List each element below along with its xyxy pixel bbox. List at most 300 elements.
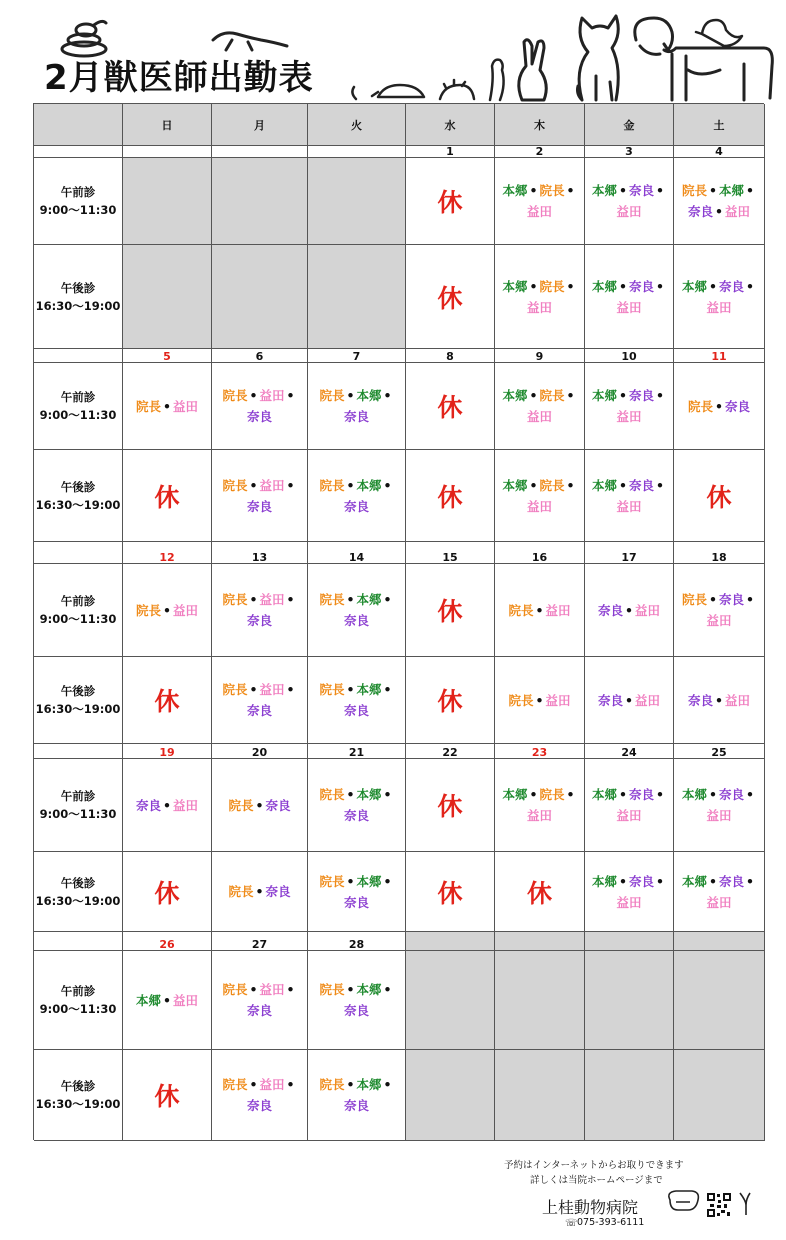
doctor-names xyxy=(508,690,570,711)
empty-day-cell xyxy=(123,158,212,245)
doctor-list xyxy=(585,564,674,657)
doctor-name: 院長 xyxy=(319,477,345,493)
separator-dot: • xyxy=(535,602,544,618)
doctor-names xyxy=(591,784,667,826)
separator-dot: • xyxy=(566,278,575,294)
weekday-header: 土 xyxy=(674,104,765,146)
separator-dot: • xyxy=(383,682,392,697)
separator-dot: • xyxy=(163,797,171,813)
doctor-name: 益田 xyxy=(259,682,285,697)
doctor-names xyxy=(228,795,290,816)
doctor-names xyxy=(680,180,758,222)
doctor-name: 益田 xyxy=(526,808,552,823)
separator-dot: • xyxy=(286,682,295,697)
empty-day-cell xyxy=(406,951,495,1050)
doctor-list xyxy=(585,657,674,744)
doctor-name: 益田 xyxy=(616,894,642,910)
doctor-names xyxy=(218,979,301,1021)
separator-dot: • xyxy=(566,388,575,403)
closed-mark: 休 xyxy=(406,363,495,450)
separator-dot: • xyxy=(619,388,627,403)
doctor-names xyxy=(598,600,660,621)
day-number: 9 xyxy=(495,349,585,363)
separator-dot: • xyxy=(656,787,665,802)
doctor-names xyxy=(591,475,667,517)
doctor-name: 益田 xyxy=(616,204,642,219)
day-number: 3 xyxy=(585,146,674,158)
doctor-list xyxy=(212,657,308,744)
doctor-name: 本郷 xyxy=(591,183,617,198)
weekday-header: 日 xyxy=(123,104,212,146)
doctor-names xyxy=(314,1074,399,1116)
empty-day-cell xyxy=(495,1050,585,1141)
doctor-name: 本郷 xyxy=(502,183,528,198)
doctor-name: 奈良 xyxy=(725,398,751,414)
separator-dot: • xyxy=(535,692,544,708)
weekday-header: 月 xyxy=(212,104,308,146)
doctor-name: 奈良 xyxy=(246,1098,272,1113)
doctor-name: 院長 xyxy=(222,477,248,493)
session-time: 9:00〜11:30 xyxy=(39,1002,117,1016)
doctor-list xyxy=(495,450,585,542)
separator-dot: • xyxy=(529,477,538,493)
day-number: 16 xyxy=(495,542,585,564)
session-time: 9:00〜11:30 xyxy=(39,203,117,217)
day-number xyxy=(406,932,495,951)
qr-code-icon[interactable] xyxy=(706,1192,732,1218)
closed-mark: 休 xyxy=(123,1050,212,1141)
doctor-name: 奈良 xyxy=(265,884,291,899)
separator-dot: • xyxy=(566,477,575,493)
day-number xyxy=(585,932,674,951)
doctor-list xyxy=(308,450,406,542)
doctor-list xyxy=(585,245,674,349)
doctor-name: 院長 xyxy=(319,682,345,697)
snake-illustration xyxy=(62,21,106,56)
separator-dot: • xyxy=(529,183,538,198)
empty-day-cell xyxy=(495,951,585,1050)
session-name: 午後診 xyxy=(60,1079,96,1093)
separator-dot: • xyxy=(163,992,171,1008)
doctor-names xyxy=(218,589,301,631)
doctor-name: 益田 xyxy=(173,992,199,1008)
tail-icon xyxy=(738,1191,752,1215)
bird-illustration xyxy=(696,20,742,46)
doctor-name: 院長 xyxy=(135,398,161,414)
doctor-name: 院長 xyxy=(539,278,565,294)
day-number: 17 xyxy=(585,542,674,564)
day-number xyxy=(495,932,585,951)
doctor-name: 奈良 xyxy=(343,703,369,718)
day-number: 14 xyxy=(308,542,406,564)
doctor-list xyxy=(123,951,212,1050)
doctor-name: 本郷 xyxy=(591,873,617,889)
doctor-list xyxy=(308,852,406,932)
day-number: 23 xyxy=(495,744,585,759)
separator-dot: • xyxy=(746,278,755,294)
doctor-name: 奈良 xyxy=(343,808,369,823)
separator-dot: • xyxy=(383,1077,392,1092)
day-number: 6 xyxy=(212,349,308,363)
doctor-name: 院長 xyxy=(319,787,345,802)
rabbit-illustration xyxy=(519,40,546,100)
separator-dot: • xyxy=(746,787,755,802)
doctor-name: 奈良 xyxy=(343,894,369,910)
separator-dot: • xyxy=(249,388,258,403)
doctor-name: 本郷 xyxy=(502,477,528,493)
day-number: 1 xyxy=(406,146,495,158)
doctor-name: 院長 xyxy=(319,982,345,997)
day-number: 22 xyxy=(406,744,495,759)
separator-dot: • xyxy=(346,787,355,802)
separator-dot: • xyxy=(383,873,392,889)
doctor-name: 奈良 xyxy=(719,592,745,607)
day-number: 18 xyxy=(674,542,765,564)
separator-dot: • xyxy=(383,982,392,997)
header-corner xyxy=(34,104,123,146)
day-number: 11 xyxy=(674,349,765,363)
doctor-name: 益田 xyxy=(259,592,285,607)
doctor-name: 院長 xyxy=(319,592,345,607)
doctor-name: 益田 xyxy=(526,409,552,424)
separator-dot: • xyxy=(566,787,575,802)
doctor-list xyxy=(212,951,308,1050)
closed-mark: 休 xyxy=(406,657,495,744)
session-name: 午前診 xyxy=(60,594,96,608)
closed-mark: 休 xyxy=(406,852,495,932)
separator-dot: • xyxy=(529,787,538,802)
doctor-name: 奈良 xyxy=(629,873,655,889)
separator-dot: • xyxy=(346,982,355,997)
day-number xyxy=(308,146,406,158)
doctor-names xyxy=(136,396,198,417)
doctor-names xyxy=(218,679,301,721)
empty-day-cell xyxy=(674,1050,765,1141)
separator-dot: • xyxy=(286,1077,295,1092)
doctor-names xyxy=(680,784,758,826)
doctor-name: 本郷 xyxy=(356,388,382,403)
doctor-name: 益田 xyxy=(173,797,199,813)
doctor-names xyxy=(688,690,750,711)
separator-dot: • xyxy=(715,204,723,219)
doctor-list xyxy=(495,363,585,450)
doctor-name: 奈良 xyxy=(719,787,745,802)
doctor-name: 益田 xyxy=(706,613,732,628)
day-number: 26 xyxy=(123,932,212,951)
doctor-name: 院長 xyxy=(319,873,345,889)
separator-dot: • xyxy=(383,388,392,403)
empty-day-cell xyxy=(123,245,212,349)
doctor-name: 本郷 xyxy=(591,477,617,493)
doctor-name: 益田 xyxy=(545,692,571,708)
session-name: 午後診 xyxy=(60,684,96,698)
doctor-name: 奈良 xyxy=(597,692,623,708)
separator-dot: • xyxy=(656,873,665,889)
separator-dot: • xyxy=(249,982,258,997)
session-name: 午前診 xyxy=(60,789,96,803)
separator-dot: • xyxy=(346,1077,355,1092)
doctor-names xyxy=(314,979,399,1021)
separator-dot: • xyxy=(656,388,665,403)
doctor-name: 院長 xyxy=(319,388,345,403)
separator-dot: • xyxy=(346,873,355,889)
separator-dot: • xyxy=(383,477,392,493)
separator-dot: • xyxy=(656,183,665,198)
day-number: 5 xyxy=(123,349,212,363)
doctor-list xyxy=(123,564,212,657)
separator-dot: • xyxy=(383,787,392,802)
separator-dot: • xyxy=(715,398,723,414)
session-name: 午前診 xyxy=(60,390,96,404)
booking-note: 予約はインターネットからお取りできます xyxy=(504,1160,684,1171)
session-name: 午前診 xyxy=(60,185,96,199)
separator-dot: • xyxy=(255,884,264,899)
day-number: 8 xyxy=(406,349,495,363)
doctor-name: 奈良 xyxy=(629,278,655,294)
doctor-name: 院長 xyxy=(228,797,254,813)
closed-mark: 休 xyxy=(674,450,765,542)
date-row-label xyxy=(34,932,123,951)
day-number: 10 xyxy=(585,349,674,363)
separator-dot: • xyxy=(625,692,633,708)
session-label-pm xyxy=(34,245,123,349)
doctor-name: 益田 xyxy=(259,477,285,493)
doctor-names xyxy=(591,276,667,318)
doctor-names xyxy=(314,385,399,427)
doctor-name: 奈良 xyxy=(343,498,369,514)
doctor-name: 本郷 xyxy=(719,183,745,198)
separator-dot: • xyxy=(346,592,355,607)
date-row-label xyxy=(34,744,123,759)
session-label-pm xyxy=(34,657,123,744)
meerkat-illustration xyxy=(490,60,504,100)
doctor-name: 本郷 xyxy=(502,388,528,403)
doctor-list xyxy=(308,951,406,1050)
session-time: 16:30〜19:00 xyxy=(35,1097,121,1111)
doctor-list xyxy=(674,158,765,245)
doctor-names xyxy=(136,795,198,816)
session-label-am xyxy=(34,951,123,1050)
session-label-pm xyxy=(34,1050,123,1141)
session-label-pm xyxy=(34,852,123,932)
separator-dot: • xyxy=(619,873,627,889)
doctor-name: 本郷 xyxy=(591,787,617,802)
doctor-name: 益田 xyxy=(706,808,732,823)
closed-mark: 休 xyxy=(406,564,495,657)
doctor-list xyxy=(674,363,765,450)
closed-mark: 休 xyxy=(123,657,212,744)
empty-day-cell xyxy=(308,158,406,245)
doctor-list xyxy=(495,564,585,657)
doctor-list xyxy=(308,1050,406,1141)
doctor-name: 院長 xyxy=(681,183,707,198)
weekday-header: 金 xyxy=(585,104,674,146)
day-number: 15 xyxy=(406,542,495,564)
doctor-list xyxy=(212,363,308,450)
doctor-name: 院長 xyxy=(319,1077,345,1092)
doctor-names xyxy=(501,475,578,517)
day-number: 4 xyxy=(674,146,765,158)
doctor-list xyxy=(674,759,765,852)
doctor-names xyxy=(688,396,750,417)
doctor-name: 益田 xyxy=(616,498,642,514)
doctor-name: 本郷 xyxy=(356,682,382,697)
doctor-name: 益田 xyxy=(725,204,751,219)
doctor-name: 奈良 xyxy=(343,409,369,424)
separator-dot: • xyxy=(286,388,295,403)
empty-day-cell xyxy=(212,245,308,349)
doctor-names xyxy=(218,475,301,517)
separator-dot: • xyxy=(529,278,538,294)
separator-dot: • xyxy=(715,692,723,708)
separator-dot: • xyxy=(619,477,627,493)
separator-dot: • xyxy=(709,787,717,802)
doctor-name: 奈良 xyxy=(246,498,272,514)
doctor-name: 本郷 xyxy=(135,992,161,1008)
session-name: 午後診 xyxy=(60,479,96,494)
doctor-names xyxy=(218,385,301,427)
doctor-name: 本郷 xyxy=(356,873,382,889)
doctor-name: 益田 xyxy=(259,982,285,997)
doctor-list xyxy=(674,245,765,349)
closed-mark: 休 xyxy=(123,450,212,542)
empty-day-cell xyxy=(585,951,674,1050)
empty-day-cell xyxy=(585,1050,674,1141)
separator-dot: • xyxy=(249,1077,258,1092)
weekday-header: 木 xyxy=(495,104,585,146)
doctor-name: 本郷 xyxy=(681,873,707,889)
closed-mark: 休 xyxy=(123,852,212,932)
doctor-name: 益田 xyxy=(526,498,552,514)
doctor-list xyxy=(495,759,585,852)
doctor-name: 奈良 xyxy=(246,703,272,718)
doctor-list xyxy=(585,363,674,450)
dog-logo-icon xyxy=(664,1188,702,1214)
empty-day-cell xyxy=(212,158,308,245)
separator-dot: • xyxy=(709,873,717,889)
doctor-name: 奈良 xyxy=(343,1098,369,1113)
doctor-list xyxy=(308,363,406,450)
doctor-names xyxy=(314,679,399,721)
day-number xyxy=(212,146,308,158)
doctor-list xyxy=(585,852,674,932)
session-time: 9:00〜11:30 xyxy=(39,408,117,422)
schedule-table xyxy=(33,103,764,1140)
doctor-names xyxy=(314,871,399,913)
doctor-list xyxy=(212,450,308,542)
hedgehog-illustration xyxy=(440,80,474,99)
doctor-name: 益田 xyxy=(259,388,285,403)
separator-dot: • xyxy=(656,477,665,493)
doctor-name: 奈良 xyxy=(265,797,291,813)
session-name: 午前診 xyxy=(60,984,96,998)
closed-mark: 休 xyxy=(406,245,495,349)
closed-mark: 休 xyxy=(495,852,585,932)
date-row-label xyxy=(34,542,123,564)
doctor-names xyxy=(591,180,667,222)
doctor-names xyxy=(501,276,578,318)
doctor-list xyxy=(495,657,585,744)
doctor-name: 本郷 xyxy=(502,787,528,802)
turtle-illustration xyxy=(372,85,424,97)
page-title: 2月獣医師出勤表 xyxy=(44,58,314,98)
separator-dot: • xyxy=(746,873,755,889)
separator-dot: • xyxy=(566,183,575,198)
doctor-name: 院長 xyxy=(228,884,254,899)
doctor-list xyxy=(585,759,674,852)
doctor-name: 奈良 xyxy=(343,1003,369,1018)
doctor-name: 本郷 xyxy=(356,982,382,997)
doctor-name: 院長 xyxy=(539,388,565,403)
doctor-name: 益田 xyxy=(706,894,732,910)
doctor-names xyxy=(598,690,660,711)
doctor-name: 院長 xyxy=(539,787,565,802)
separator-dot: • xyxy=(619,278,627,294)
doctor-name: 奈良 xyxy=(246,1003,272,1018)
doctor-name: 院長 xyxy=(222,982,248,997)
session-time: 16:30〜19:00 xyxy=(35,298,121,313)
doctor-name: 益田 xyxy=(259,1077,285,1092)
doctor-name: 院長 xyxy=(135,602,161,618)
doctor-names xyxy=(136,600,198,621)
doctor-name: 院長 xyxy=(539,477,565,493)
separator-dot: • xyxy=(619,787,627,802)
session-time: 9:00〜11:30 xyxy=(39,612,117,626)
doctor-name: 益田 xyxy=(616,409,642,424)
separator-dot: • xyxy=(746,183,755,198)
closed-mark: 休 xyxy=(406,450,495,542)
doctor-list xyxy=(308,759,406,852)
doctor-name: 奈良 xyxy=(246,409,272,424)
doctor-list xyxy=(308,657,406,744)
day-number xyxy=(123,146,212,158)
separator-dot: • xyxy=(346,477,355,493)
doctor-name: 奈良 xyxy=(597,602,623,618)
phone-icon: ☏ xyxy=(565,1218,578,1229)
separator-dot: • xyxy=(346,388,355,403)
doctor-names xyxy=(501,180,578,222)
doctor-name: 奈良 xyxy=(629,477,655,493)
separator-dot: • xyxy=(529,388,538,403)
doctor-list xyxy=(674,852,765,932)
day-number: 28 xyxy=(308,932,406,951)
separator-dot: • xyxy=(286,982,295,997)
session-label-am xyxy=(34,564,123,657)
doctor-name: 益田 xyxy=(526,299,552,315)
doctor-name: 本郷 xyxy=(681,278,707,294)
session-label-pm xyxy=(34,450,123,542)
day-number: 20 xyxy=(212,744,308,759)
doctor-name: 益田 xyxy=(706,299,732,315)
doctor-name: 本郷 xyxy=(591,388,617,403)
doctor-name: 本郷 xyxy=(591,278,617,294)
doctor-name: 益田 xyxy=(616,299,642,315)
doctor-names xyxy=(501,784,578,826)
doctor-name: 益田 xyxy=(526,204,552,219)
doctor-list xyxy=(585,158,674,245)
cat-illustration xyxy=(578,16,619,100)
date-row-label xyxy=(34,146,123,158)
session-label-am xyxy=(34,158,123,245)
session-name: 午後診 xyxy=(60,875,96,890)
day-number xyxy=(674,932,765,951)
day-number: 19 xyxy=(123,744,212,759)
session-time: 16:30〜19:00 xyxy=(35,893,121,908)
doctor-name: 本郷 xyxy=(681,787,707,802)
doctor-name: 奈良 xyxy=(687,692,713,708)
doctor-name: 本郷 xyxy=(356,592,382,607)
empty-day-cell xyxy=(308,245,406,349)
